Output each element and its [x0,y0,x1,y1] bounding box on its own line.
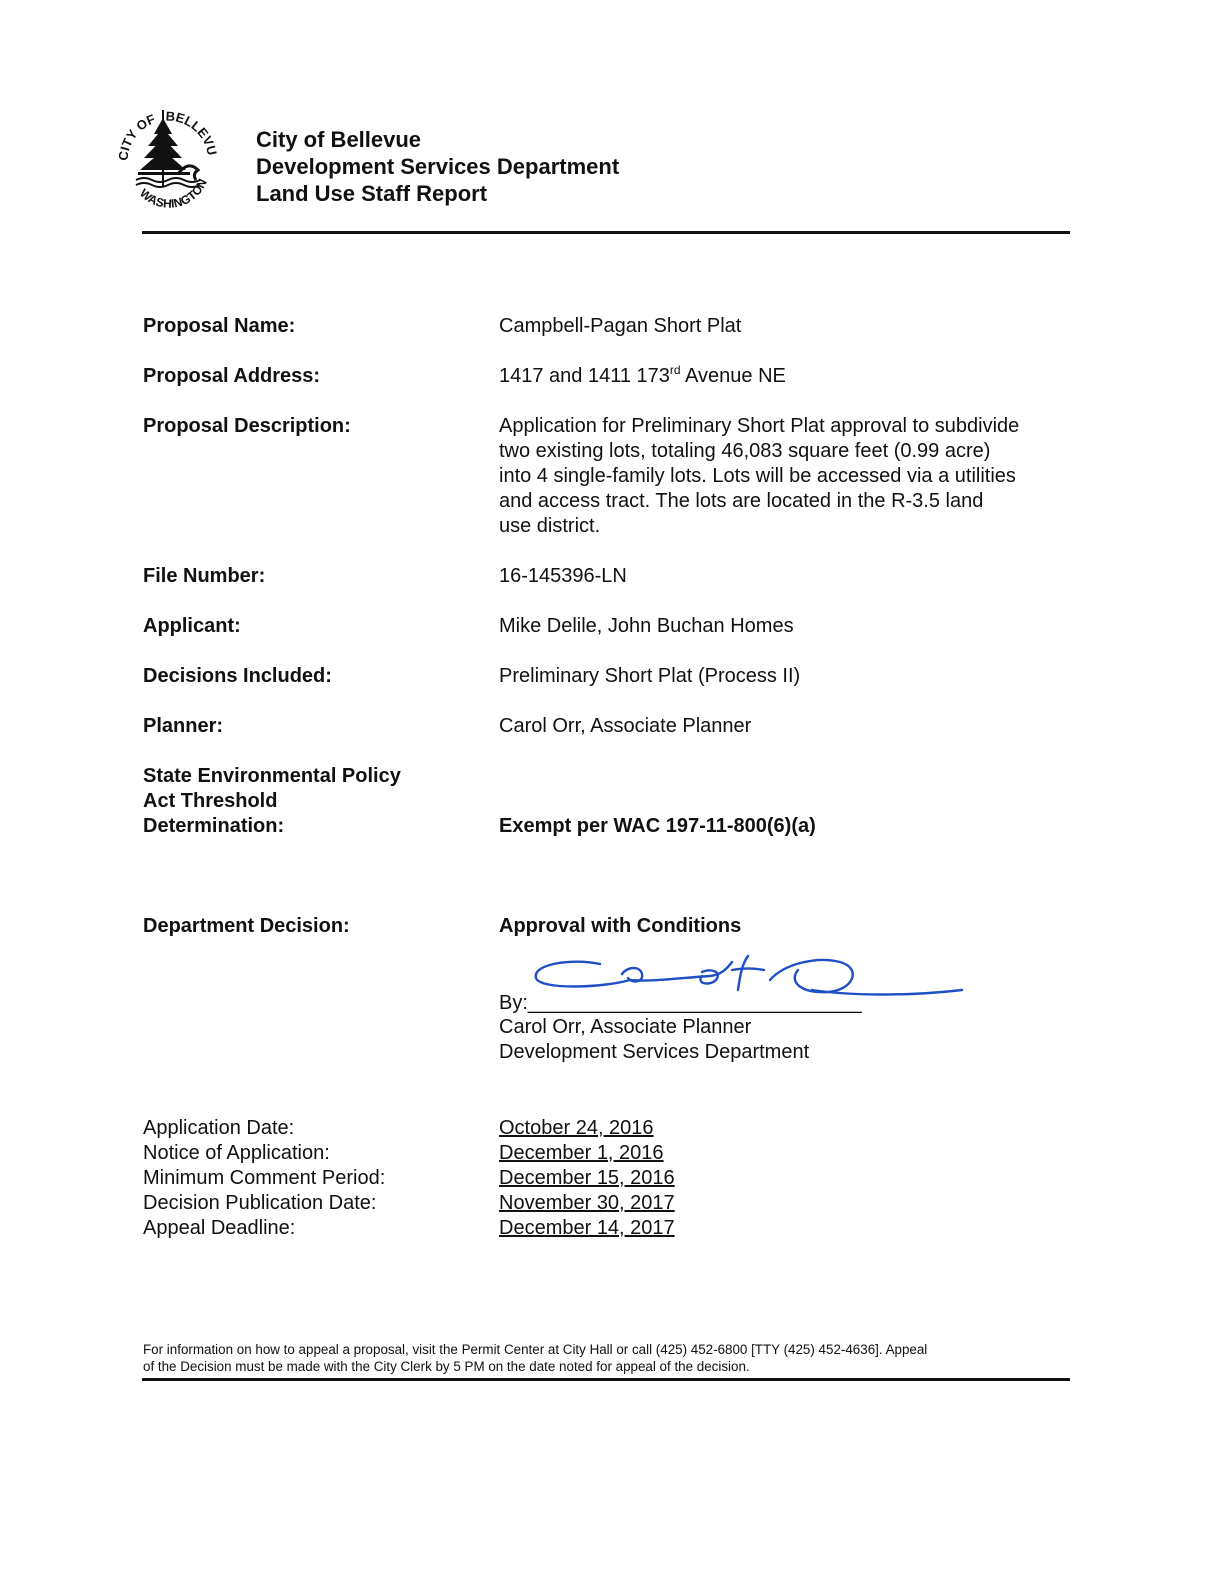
footer-divider [142,1378,1070,1381]
planner-label: Planner: [143,715,224,737]
city-seal-logo [108,104,224,220]
address-number: 1417 and 1411 173 [499,365,670,387]
department-decision-label: Department Decision: [143,915,350,937]
seal-bottom-text: WASHINGTON [136,176,210,211]
notice-of-application-label: Notice of Application: [143,1142,330,1164]
minimum-comment-period-label: Minimum Comment Period: [143,1167,386,1189]
header-department: Development Services Department [256,154,620,179]
signer-title: Carol Orr, Associate Planner [499,1016,752,1038]
address-ordinal-suffix: rd [669,363,681,377]
description-line: two existing lots, totaling 46,083 square feet (0.99 acre) [499,440,991,462]
proposal-address-label: Proposal Address: [143,365,321,387]
description-line: Application for Preliminary Short Plat approval to subdivide [499,415,1020,437]
seal-top-text: CITY OF [115,111,158,162]
header-report-title: Land Use Staff Report [256,181,488,206]
department-decision-value: Approval with Conditions [499,915,742,937]
application-date-value: October 24, 2016 [499,1117,654,1139]
signature-by-line: By:______________________________ [499,992,862,1014]
signer-department: Development Services Department [499,1041,810,1063]
application-date-label: Application Date: [143,1117,295,1139]
address-street: Avenue NE [680,365,786,387]
proposal-description-value [499,414,1079,539]
sepa-label-line: State Environmental Policy [143,765,401,787]
notice-of-application-value: December 1, 2016 [499,1142,664,1164]
description-line: into 4 single-family lots. Lots will be accessed via a utilities [499,465,1016,487]
proposal-address-value [499,364,1079,389]
proposal-description-label: Proposal Description: [143,415,351,437]
applicant-value: Mike Delile, John Buchan Homes [499,615,794,637]
minimum-comment-period-value: December 15, 2016 [499,1167,675,1189]
footer-line: of the Decision must be made with the City Clerk by 5 PM on the date noted for appeal of the decision. [143,1359,750,1374]
sepa-label-line: Act Threshold [143,790,278,812]
seal-top-text-2: BELLEVU [165,108,220,157]
decisions-included-label: Decisions Included: [143,665,332,687]
svg-text:WASHINGTON [137,177,210,211]
footer-note [143,1341,1073,1375]
file-number-value: 16-145396-LN [499,565,627,587]
appeal-deadline-label: Appeal Deadline: [143,1217,296,1239]
sepa-label-line: Determination: [143,815,285,837]
file-number-label: File Number: [143,565,266,587]
planner-value: Carol Orr, Associate Planner [499,715,752,737]
applicant-label: Applicant: [143,615,241,637]
description-line: use district. [499,515,601,537]
decisions-included-value: Preliminary Short Plat (Process II) [499,665,801,687]
proposal-name-label: Proposal Name: [143,315,296,337]
proposal-name-value: Campbell-Pagan Short Plat [499,315,742,337]
sepa-label [143,764,401,839]
decision-publication-date-label: Decision Publication Date: [143,1192,377,1214]
appeal-deadline-value: December 14, 2017 [499,1217,675,1239]
footer-line: For information on how to appeal a proposal, visit the Permit Center at City Hall or call (425) 452-6800 [TTY (425) 452-4636]. Appeal [143,1342,928,1357]
header-divider [142,231,1070,234]
decision-publication-date-value: November 30, 2017 [499,1192,675,1214]
sepa-value: Exempt per WAC 197-11-800(6)(a) [499,815,816,837]
header-city-name: City of Bellevue [256,127,422,152]
description-line: and access tract. The lots are located in the R-3.5 land [499,490,984,512]
